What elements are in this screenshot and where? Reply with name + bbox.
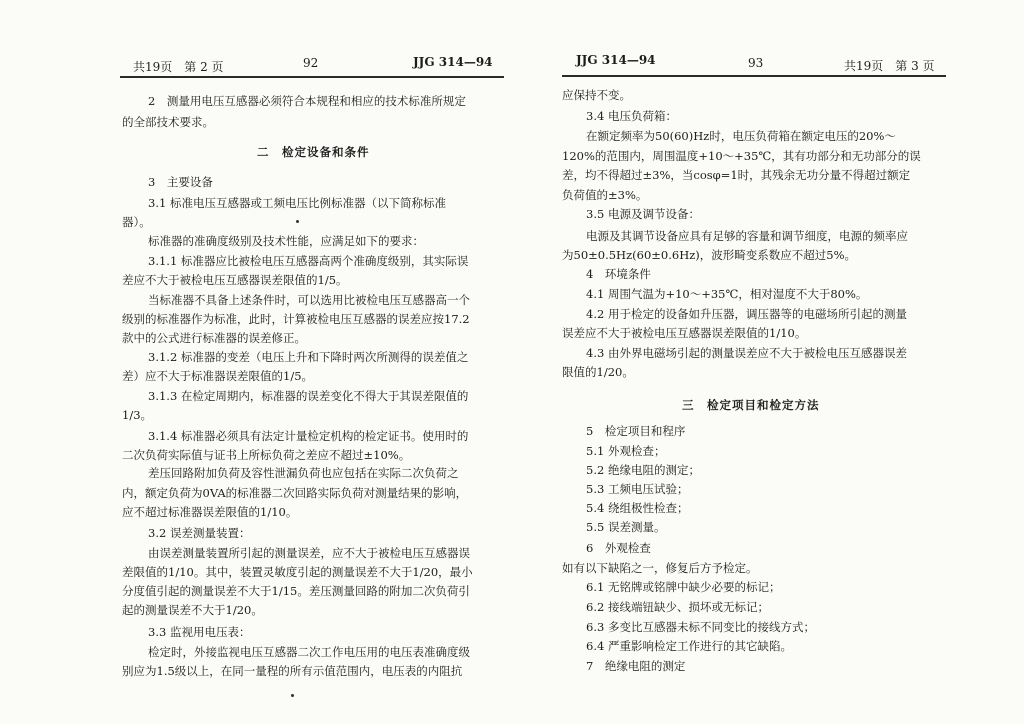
text-line: 6.1 无铭牌或铭牌中缺少必要的标记； — [586, 580, 781, 594]
text-line: 4.3 由外界电磁场引起的测量误差应不大于被检电压互感器误差 — [586, 346, 907, 360]
text-line: 1/3。 — [122, 408, 153, 422]
text-line: 差，均不得超过±3%，当cosφ=1时，其残余无功分量不得超过额定 — [562, 168, 911, 182]
text-line: 标准器的准确度级别及技术性能，应满足如下的要求： — [148, 234, 424, 248]
text-line: 的全部技术要求。 — [122, 115, 214, 129]
text-line: 4.2 用于检定的设备如升压器，调压器等的电磁场所引起的测量 — [586, 307, 907, 321]
text-line: 为50±0.5Hz(60±0.6Hz)，波形畸变系数应不超过5%。 — [562, 248, 857, 262]
text-line: 5.4 绕组极性检查； — [586, 501, 689, 515]
text-line: 3.1.4 标准器必须具有法定计量检定机构的检定证书。使用时的 — [148, 429, 469, 443]
ink-speck — [291, 694, 294, 697]
text-line: 差）应不大于标准器误差限值的1/5。 — [122, 369, 314, 383]
text-line: 应保持不变。 — [562, 88, 631, 102]
text-line: 5.2 绝缘电阻的测定； — [586, 463, 700, 477]
text-line: 3.1 标准电压互感器或工频电压比例标准器（以下简称标准 — [148, 196, 446, 210]
text-line: 器）。 — [122, 215, 151, 229]
text-line: 差压回路附加负荷及容性泄漏负荷也应包括在实际二次负荷之 — [148, 466, 459, 480]
text-line: 3.2 误差测量装置： — [148, 526, 251, 540]
text-line: 分度值引起的测量误差不大于1/15。差压测量回路的附加二次负荷引 — [122, 584, 470, 598]
text-line: 二次负荷实际值与证书上所标负荷之差应不超过±10%。 — [122, 448, 411, 462]
text-line: 2 测量用电压互感器必须符合本规程和相应的技术标准所规定 — [148, 94, 466, 108]
text-line: 4 环境条件 — [586, 267, 651, 281]
right-page — [512, 0, 1024, 724]
text-line: 应不超过标准器误差限值的1/10。 — [122, 505, 298, 519]
text-line: 120%的范围内，周围温度+10～+35℃，其有功部分和无功部分的误 — [562, 149, 921, 163]
right-standard-code: JJG 314—94 — [576, 53, 656, 67]
text-line: 3 主要设备 — [148, 175, 213, 189]
text-line: 差限值的1/10。其中，装置灵敏度引起的测量误差不大于1/20，最小 — [122, 565, 473, 579]
text-line: 5 检定项目和程序 — [586, 424, 686, 438]
text-line: 当标准器不具备上述条件时，可以选用比被检电压互感器高一个 — [148, 293, 470, 307]
text-line: 在额定频率为50(60)Hz时，电压负荷箱在额定电压的20%～ — [586, 129, 896, 143]
right-page-number: 93 — [748, 56, 764, 70]
text-line: 3.1.3 在检定周期内，标准器的误差变化不得大于其误差限值的 — [148, 389, 469, 403]
text-line: 起的测量误差不大于1/20。 — [122, 603, 263, 617]
text-line: 检定时，外接监视电压互感器二次工作电压用的电压表准确度级 — [148, 645, 470, 659]
left-header-rule — [120, 76, 504, 78]
ink-speck — [296, 220, 299, 223]
text-line: 3.5 电源及调节设备： — [586, 207, 700, 221]
text-line: 误差应不大于被检电压互感器误差限值的1/10。 — [562, 326, 807, 340]
left-page-count: 共19页 第 2 页 — [133, 60, 224, 74]
text-line: 内，额定负荷为0VA的标准器二次回路实际负荷对测量结果的影响， — [122, 486, 468, 500]
text-line: 5.3 工频电压试验； — [586, 482, 689, 496]
left-standard-code: JJG 314—94 — [413, 55, 493, 69]
section-heading: 二 检定设备和条件 — [257, 145, 370, 159]
text-line: 款中的公式进行标准器的误差修正。 — [122, 331, 306, 345]
right-page-count: 共19页 第 3 页 — [844, 59, 935, 73]
text-line: 如有以下缺陷之一，修复后方予检定。 — [562, 561, 758, 575]
text-line: 负荷值的±3%。 — [562, 188, 648, 202]
text-line: 3.1.2 标准器的变差（电压上升和下降时两次所测得的误差值之 — [148, 350, 469, 364]
text-line: 4.1 周围气温为+10～+35℃，相对湿度不大于80%。 — [586, 287, 868, 301]
text-line: 电源及其调节设备应具有足够的容量和调节细度，电源的频率应 — [586, 229, 908, 243]
text-line: 6.4 严重影响检定工作进行的其它缺陷。 — [586, 639, 792, 653]
section-heading: 三 检定项目和检定方法 — [682, 398, 820, 412]
text-line: 级别的标准器作为标准，此时，计算被检电压互感器的误差应按17.2 — [122, 312, 470, 326]
text-line: 5.1 外观检查； — [586, 444, 666, 458]
text-line: 6.3 多变比互感器未标不同变比的接线方式； — [586, 620, 815, 634]
text-line: 6 外观检查 — [586, 541, 651, 555]
text-line: 由误差测量装置所引起的测量误差，应不大于被检电压互感器误 — [148, 546, 470, 560]
text-line: 限值的1/20。 — [562, 365, 634, 379]
text-line: 3.3 监视用电压表： — [148, 625, 251, 639]
text-line: 5.5 误差测量。 — [586, 520, 666, 534]
text-line: 7 绝缘电阻的测定 — [586, 659, 686, 673]
text-line: 3.4 电压负荷箱： — [586, 109, 677, 123]
text-line: 差应不大于被检电压互感器误差限值的1/5。 — [122, 273, 348, 287]
text-line: 6.2 接线端钮缺少、损坏或无标记； — [586, 600, 769, 614]
left-page-number: 92 — [303, 56, 319, 70]
text-line: 3.1.1 标准器应比被检电压互感器高两个准确度级别，其实际误 — [148, 254, 469, 268]
right-header-rule — [562, 75, 946, 77]
text-line: 别应为1.5级以上，在同一量程的所有示值范围内，电压表的内阻抗 — [122, 664, 463, 678]
